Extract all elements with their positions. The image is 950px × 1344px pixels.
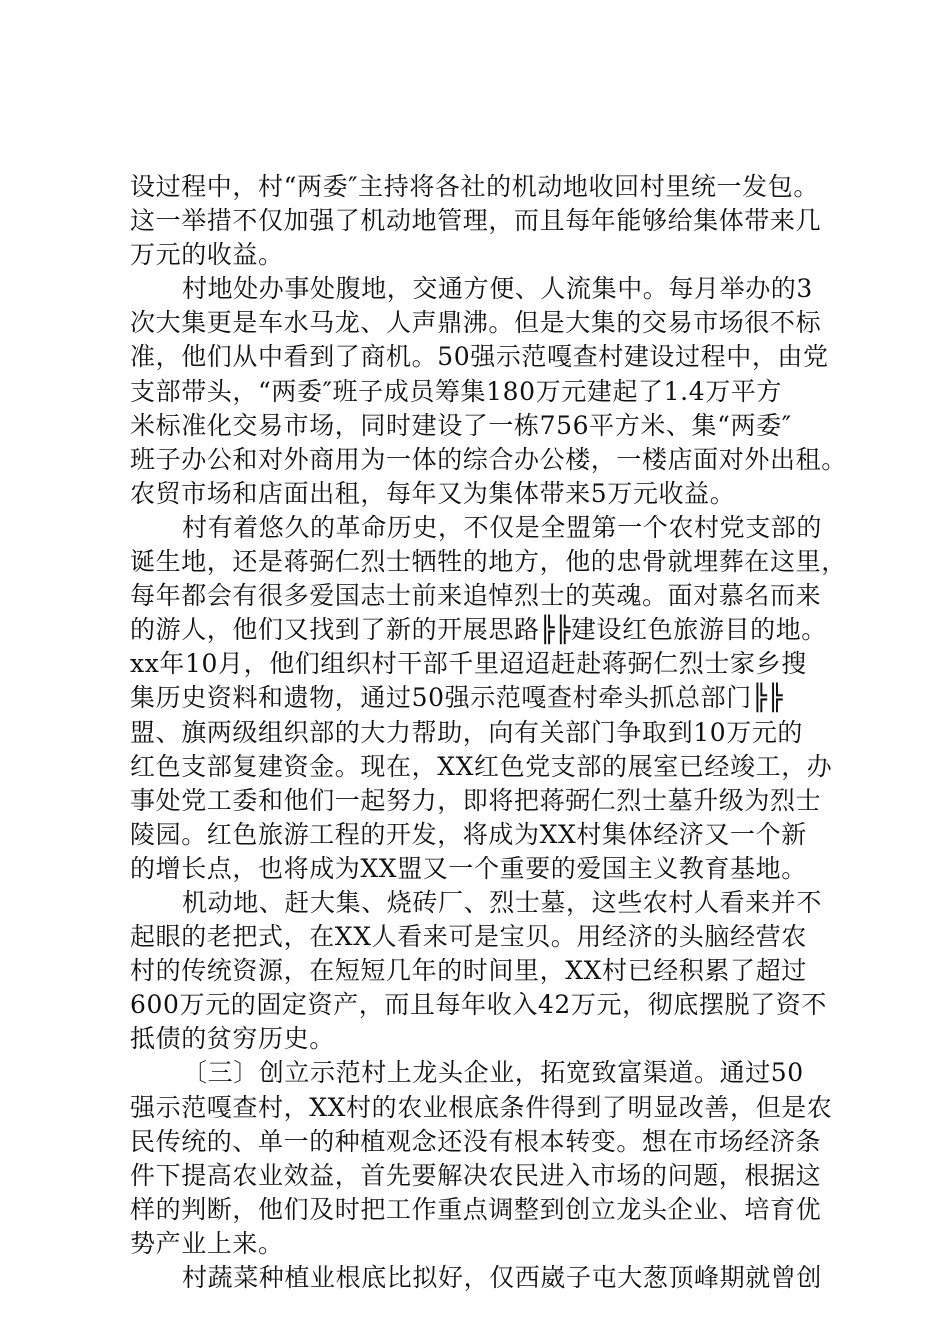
text-line: 设过程中，村“两委″主持将各社的机动地收回村里统一发包。 — [130, 172, 819, 201]
text-line: 集历史资料和遗物，通过50强示范嘎查村牵头抓总部门╠╠ — [130, 683, 784, 713]
text-line: 万元的收益。 — [130, 240, 284, 270]
text-line: 起眼的老把式，在XX人看来可是宝贝。用经济的头脑经营农 — [130, 922, 807, 952]
text-line: 红色支部复建资金。现在，XX红色党支部的展室已经竣工，办 — [130, 751, 833, 781]
text-line: 的游人，他们又找到了新的开展思路╠╠建设红色旅游目的地。 — [130, 615, 827, 645]
text-line: xx年10月，他们组织村干部千里迢迢赶赴蒋弼仁烈士家乡搜 — [130, 649, 807, 679]
text-line: 陵园。红色旅游工程的开发，将成为XX村集体经济又一个新 — [130, 819, 807, 849]
text-line: 支部带头，“两委″班子成员筹集180万元建起了1.4万平方 — [130, 376, 782, 406]
text-line: 抵债的贫穷历史。 — [130, 1024, 335, 1054]
text-line: 强示范嘎查村，XX村的农业根底条件得到了明显改善，但是农 — [130, 1092, 833, 1122]
paragraph-first-line: 村蔬菜种植业根底比拟好，仅西崴子屯大葱顶峰期就曾创 — [182, 1263, 823, 1292]
paragraph-first-line: 村地处办事处腹地，交通方便、人流集中。每月举办的3 — [182, 274, 813, 304]
text-line: 诞生地，还是蒋弼仁烈士牺牲的地方，他的忠骨就埋葬在这里， — [130, 547, 847, 577]
text-line: 件下提高农业效益，首先要解决农民进入市场的问题，根据这 — [130, 1160, 822, 1190]
body-text — [130, 170, 847, 1295]
text-line: 这一举措不仅加强了机动地管理，而且每年能够给集体带来几 — [130, 206, 822, 236]
text-line: 600万元的固定资产，而且每年收入42万元，彻底摆脱了资不 — [130, 990, 827, 1020]
text-line: 民传统的、单一的种植观念还没有根本转变。想在市场经济条 — [130, 1126, 822, 1156]
text-line: 事处党工委和他们一起努力，即将把蒋弼仁烈士墓升级为烈士 — [130, 785, 822, 815]
text-line: 班子办公和对外商用为一体的综合办公楼，一楼店面对外出租。 — [130, 444, 847, 474]
text-line: 村的传统资源，在短短几年的时间里，XX村已经积累了超过 — [130, 956, 807, 986]
text-line: 准，他们从中看到了商机。50强示范嘎查村建设过程中，由党 — [130, 342, 829, 372]
text-line: 样的判断，他们及时把工作重点调整到创立龙头企业、培育优 — [130, 1194, 822, 1224]
text-line: 次大集更是车水马龙、人声鼎沸。但是大集的交易市场很不标 — [130, 308, 822, 338]
text-line: 盟、旗两级组织部的大力帮助，向有关部门争取到10万元的 — [130, 717, 804, 747]
paragraph-first-line: 机动地、赶大集、烧砖厂、烈士墓，这些农村人看来并不 — [182, 887, 823, 917]
paragraph-first-line: 〔三〕创立示范村上龙头企业，拓宽致富渠道。通过50 — [182, 1058, 804, 1088]
text-line: 农贸市场和店面出租，每年又为集体带来5万元收益。 — [130, 478, 736, 508]
text-line: 的增长点，也将成为XX盟又一个重要的爱国主义教育基地。 — [130, 853, 807, 883]
paragraph-first-line: 村有着悠久的革命历史，不仅是全盟第一个农村党支部的 — [182, 512, 823, 542]
text-line: 米标准化交易市场，同时建设了一栋756平方米、集“两委″ — [130, 410, 792, 440]
text-line: 每年都会有很多爱国志士前来追悼烈士的英魂。面对慕名而来 — [130, 581, 822, 611]
text-line: 势产业上来。 — [130, 1228, 284, 1258]
